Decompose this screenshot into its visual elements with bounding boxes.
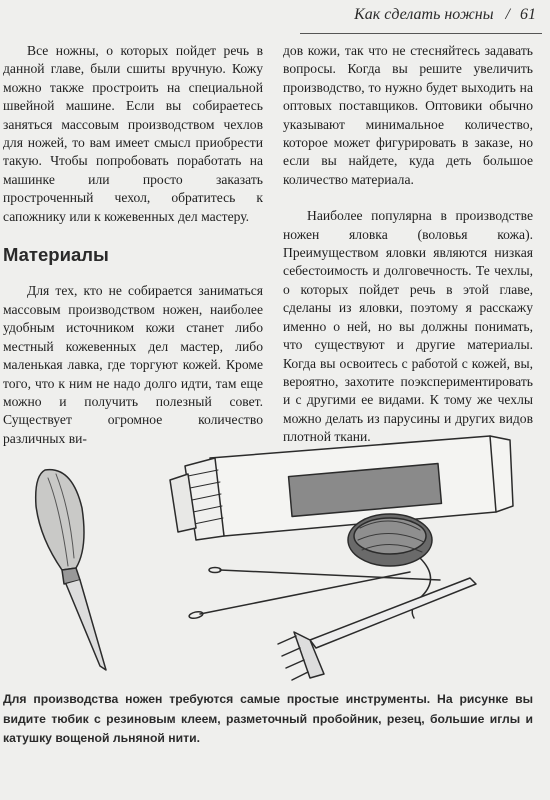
tools-illustration — [10, 418, 540, 686]
punch-drawing — [278, 578, 476, 680]
glue-tube-drawing — [170, 436, 513, 540]
right-paragraph-2: Наиболее популярна в производстве ножен яловка (воловья кожа). Преимуществом яловки являются низкая себестоимость и долговечность. Те чехлы, о которых пойдет речь в этой главе, сделаны из яловки, поэтому я расскажу именно о ней, но вы должны понимать, что существуют и другие материалы. Когда вы освоитесь с работой с кожей, вы, вероятно, захотите поэкспериментировать и с другими ее видами. К тому же чехлы можно делать из парусины и других видов плотной ткани. — [283, 208, 533, 445]
left-column — [3, 42, 263, 448]
header-rule — [300, 33, 542, 34]
figure-caption: Для производства ножен требуются самые простые инструменты. На рисунке вы видите тюбик с резиновым клеем, разметочный пробойник, резец, большие иглы и катушку вощеной льняной нити. — [3, 692, 533, 745]
running-header — [354, 6, 536, 24]
section-heading: Материалы — [3, 244, 109, 266]
left-paragraph-1: Все ножны, о которых пойдет речь в данной главе, были сшиты вручную. Кожу можно также простроить на специальной швейной машине. Если вы собираетесь заняться массовым производством чехлов для ножей, то вам имеет смысл приобрести такую. Чтобы попробовать поработать на машинке или просто заказать простроченный чехол, обратитесь к сапожнику или к кожевенных дел мастеру. — [3, 43, 263, 224]
page-number: 61 — [520, 6, 536, 23]
left-paragraph-2: Для тех, кто не собирается заниматься массовым производством ножен, наиболее удобным источником кожи станет либо местный кожевенных дел мастер, либо маленькая лавка, где торгуют кожей. Кроме того, что к ним не надо долго идти, там еще можно и получить полезный совет. Существует огромное количество различных ви- — [3, 283, 263, 446]
header-separator: / — [505, 6, 510, 23]
right-paragraph-1: дов кожи, так что не стесняйтесь задавать вопросы. Когда вы решите увеличить производство, то нужно будет выходить на оптовых поставщиков. Оптовики обычно указывают минимальное количество, которое может фигурировать в заказе, но если вы найдете, куда деть большое количество материала. — [283, 43, 533, 187]
right-column — [283, 42, 533, 447]
section-title: Как сделать ножны — [354, 6, 494, 23]
awl-drawing — [36, 470, 106, 670]
